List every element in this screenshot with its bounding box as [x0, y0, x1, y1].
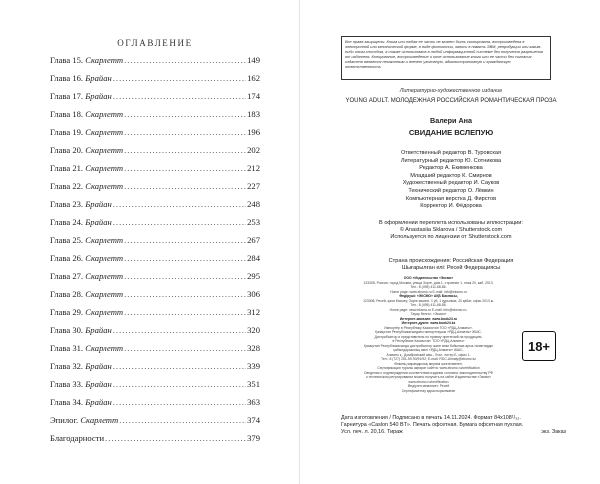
country-of-origin	[341, 258, 561, 272]
toc-leader-dots	[113, 325, 246, 335]
toc-chapter-number: Глава 18.	[50, 109, 84, 119]
toc-leader-dots	[113, 199, 246, 209]
toc-entry	[50, 181, 260, 199]
toc-page-number: 306	[247, 289, 260, 299]
toc-chapter-number: Глава 27.	[50, 271, 84, 281]
toc-page-number: 374	[247, 415, 260, 425]
illustrations-credit	[341, 220, 561, 242]
toc-chapter-name: Скарлетт	[85, 163, 124, 173]
toc-entry-label	[50, 235, 123, 245]
toc-chapter-name: Скарлетт	[85, 109, 124, 119]
toc-entry	[50, 217, 260, 235]
toc-chapter-number: Глава 16.	[50, 73, 84, 83]
imprint-line: қабылдаушының өкілі «РДЦ-Алматы» ЖШС,	[393, 348, 464, 352]
toc-entry	[50, 433, 260, 451]
toc-chapter-name: Скарлетт	[85, 55, 124, 65]
imprint-line: Тел.: 8 (495) 411-68-86.	[410, 285, 447, 289]
toc-chapter-name: Скарлетт	[85, 343, 124, 353]
toc-entry-label	[50, 145, 123, 155]
toc-page-number: 267	[247, 235, 260, 245]
toc-entry	[50, 55, 260, 73]
toc-page-number: 174	[247, 91, 260, 101]
toc-leader-dots	[113, 91, 246, 101]
imprint-line: Өнімнің жарамдылық мерзімі шектелмеген.	[394, 361, 463, 366]
toc-leader-dots	[124, 55, 246, 65]
toc-entry-label	[50, 271, 123, 281]
toc-leader-dots	[124, 343, 246, 353]
toc-chapter-name: Брайан	[85, 199, 112, 209]
toc-chapter-name: Скарлетт	[85, 181, 124, 191]
toc-leader-dots	[124, 163, 246, 173]
credits-list	[341, 150, 561, 211]
toc-entry	[50, 73, 260, 91]
toc-leader-dots	[113, 217, 246, 227]
imprint-line: Сертификация туралы ақпарат сайтта: www.eksmo.ru/certification	[377, 366, 480, 370]
toc-entry-label	[50, 397, 112, 407]
credit-line: Технический редактор О. Лёвкин	[408, 187, 494, 194]
toc-chapter-number: Благодарности	[50, 433, 105, 443]
imprint-line: Қазақстан Республикасындағы импорттаушы «РДЦ-Алматы» ЖШС.	[375, 330, 482, 334]
toc-entry	[50, 415, 260, 433]
toc-leader-dots	[113, 379, 246, 389]
imprint-line: Home page: www.eksmo.ru E-mail: info@eksmo.ru	[390, 289, 467, 294]
toc-chapter-number: Глава 22.	[50, 181, 84, 191]
toc-chapter-number: Глава 26.	[50, 253, 84, 263]
legal-notice: Все права защищены. Книга или любая ее часть не может быть скопирована, воспроизведена в электронной или механической форме, в виде фотокопии, записи в память ЭВМ, репродукции или каким-либо иным способом, а также использована в любой информационной системе без получения разрешения от издателя. Копирование, воспроизведение и иное использование книги или ее части без согласия издателя является незаконным и влечет уголовную, административную и гражданскую ответственность.	[341, 36, 551, 80]
toc-chapter-name: Скарлетт	[85, 235, 124, 245]
credit-line: Компьютерная верстка Д. Фирстов	[405, 195, 497, 202]
toc-entry-label	[50, 415, 118, 425]
toc-chapter-number: Глава 19.	[50, 127, 84, 137]
toc-entry	[50, 397, 260, 415]
toc-leader-dots	[113, 73, 246, 83]
toc-page-number: 227	[247, 181, 260, 191]
imprint-page	[300, 0, 600, 484]
toc-entry-label	[50, 91, 112, 101]
credit-line: Художественный редактор И. Сауков	[402, 180, 500, 187]
toc-chapter-name: Брайан	[85, 91, 112, 101]
toc-entry	[50, 289, 260, 307]
toc-entry-label	[50, 433, 104, 443]
imprint-line: в Республике Казахстан: ТОО «РДЦ-Алматы»	[392, 339, 465, 343]
toc-chapter-number: Эпилог.	[50, 415, 79, 425]
toc-entry	[50, 361, 260, 379]
toc-entry	[50, 253, 260, 271]
toc-heading: ОГЛАВЛЕНИЕ	[117, 38, 193, 48]
toc-leader-dots	[124, 289, 246, 299]
toc-chapter-name: Скарлетт	[85, 289, 124, 299]
genre-line: Литературно-художественное издание	[399, 88, 503, 94]
toc-chapter-name: Скарлетт	[85, 127, 124, 137]
toc-chapter-name: Брайан	[85, 217, 112, 227]
toc-entry	[50, 109, 260, 127]
toc-leader-dots	[124, 235, 246, 245]
imprint-line: Алматы қ., Домбровский көш., 3«а», литер Б, офис 1.	[386, 352, 471, 357]
imprint-line: Тел.: 8 (727) 251-59-90/91/92; E-mail: RDC-Almaty@eksmo.kz	[380, 357, 476, 361]
toc-chapter-name: Брайан	[85, 361, 112, 371]
origin-line: Страна происхождения: Российская Федерация	[388, 258, 514, 264]
toc-page-number: 379	[247, 433, 260, 443]
age-rating-badge: 18+	[522, 331, 556, 361]
illustration-line: Используется по лицензии от Shutterstock.com	[390, 234, 512, 241]
author-name: Валери Ана	[430, 116, 472, 125]
toc-entry	[50, 271, 260, 289]
toc-chapter-name: Брайан	[85, 379, 112, 389]
imprint-line: 123308, Ресей, қала Мәскеу, Зорге көшесі, 1 үй, 1 құрылым, 20 қабат, офис 2013 ж.	[363, 298, 494, 303]
toc-entry-label	[50, 181, 123, 191]
imprint-line: Дистрибьютор и представитель по приему претензий на продукцию,	[374, 334, 483, 339]
toc-entry	[50, 307, 260, 325]
imprint-line: 123308, Россия, город Москва, улица Зорге, дом 1, строение 1, этаж 20, каб. 2013.	[363, 280, 494, 285]
toc-page-number: 196	[247, 127, 260, 137]
toc-chapter-number: Глава 32.	[50, 361, 84, 371]
imprint-line: Home page: www.eksmo.ru E-mail: info@eksmo.ru.	[389, 307, 468, 312]
toc-chapter-number: Глава 30.	[50, 325, 84, 335]
toc-page-number: 312	[247, 307, 260, 317]
credit-line: Ответственный редактор В. Туровская	[400, 150, 502, 156]
toc-entry	[50, 379, 260, 397]
toc-chapter-number: Глава 17.	[50, 91, 84, 101]
toc-chapter-name: Скарлетт	[85, 307, 124, 317]
order-line: экз. Заказ	[541, 429, 566, 435]
toc-page-number: 202	[247, 145, 260, 155]
imprint-line: Өндірген мемлекет: Ресей	[407, 384, 450, 388]
credit-line: Литературный редактор Ю. Сотникова	[400, 157, 502, 164]
toc-leader-dots	[124, 271, 246, 281]
toc-leader-dots	[124, 127, 246, 137]
imprint-line: www.eksmo.ru/certification	[408, 379, 449, 384]
toc-chapter-number: Глава 15.	[50, 55, 84, 65]
imprint-line: ООО «Издательство «Эксмо»	[403, 276, 454, 280]
toc-leader-dots	[113, 397, 246, 407]
toc-chapter-number: Глава 25.	[50, 235, 84, 245]
toc-chapter-number: Глава 21.	[50, 163, 84, 173]
toc-page-number: 328	[247, 343, 260, 353]
imprint-line: Интернет-магазин: www.book24.ru	[399, 316, 458, 321]
toc-entry-label	[50, 55, 123, 65]
toc-chapter-number: Глава 33.	[50, 379, 84, 389]
toc-page-number: 339	[247, 361, 260, 371]
imprint-line: Өндіруші: «ЭКСМО» АҚБ Баспасы,	[399, 294, 458, 298]
toc-leader-dots	[113, 361, 246, 371]
toc-entry-label	[50, 361, 112, 371]
toc-chapter-number: Глава 24.	[50, 217, 84, 227]
toc-leader-dots	[124, 253, 246, 263]
credit-line: Младший редактор К. Смирнов	[410, 172, 492, 179]
toc-chapter-number: Глава 23.	[50, 199, 84, 209]
toc-entry-label	[50, 127, 123, 137]
toc-page-number: 162	[247, 73, 260, 83]
publisher-imprint	[341, 276, 516, 393]
credit-line: Корректор И. Фёдорова	[420, 203, 482, 210]
toc-entry	[50, 199, 260, 217]
toc-chapter-number: Глава 31.	[50, 343, 84, 353]
toc-entry-label	[50, 289, 123, 299]
origin-line: Шығарылған елі: Ресей Федерациясы	[401, 265, 501, 272]
toc-leader-dots	[124, 145, 246, 155]
imprint-line: Сертификаттау қарастырылмаған	[401, 388, 456, 393]
toc-entry	[50, 91, 260, 109]
toc-page-number: 183	[247, 109, 260, 119]
imprint-line: Интернет-дүкен: www.book24.kz	[401, 321, 456, 325]
toc-entry-label	[50, 163, 123, 173]
imprint-line: Сведения о подтверждении соответствия издания согласно законодательству РФ	[363, 370, 494, 375]
imprint-line: Қазақстан Республикасында дистрибьютор және өнім бойынша арыз-талаптарды	[364, 343, 493, 348]
toc-page-number: 284	[247, 253, 260, 263]
toc-entry-label	[50, 109, 123, 119]
toc-chapter-number: Глава 34.	[50, 397, 84, 407]
toc-page-number: 363	[247, 397, 260, 407]
toc-chapter-name: Брайан	[85, 73, 112, 83]
toc-page-number: 149	[247, 55, 260, 65]
illustration-line: В оформлении переплета использованы иллюстрации:	[379, 220, 523, 226]
imprint-line: Тел.: 8 (495) 411-68-86.	[410, 303, 447, 307]
paper-line: Гарнитура «Caslon 540 BT». Печать офсетная. Бумага офсетная пухлая.	[341, 422, 524, 428]
toc-chapter-name: Скарлетт	[85, 253, 124, 263]
toc-chapter-name: Скарлетт	[80, 415, 119, 425]
toc-chapter-number: Глава 29.	[50, 307, 84, 317]
toc-page-number: 295	[247, 271, 260, 281]
toc-entry-label	[50, 343, 123, 353]
toc-page-number: 248	[247, 199, 260, 209]
toc-entry-label	[50, 253, 123, 263]
toc-entry-label	[50, 199, 112, 209]
print-details	[341, 415, 566, 436]
toc-page-number: 320	[247, 325, 260, 335]
illustration-line: © Anastasiia Sklarova / Shutterstock.com	[399, 227, 503, 234]
toc-leader-dots	[124, 181, 246, 191]
sheets-line: Усл. печ. л. 20,16. Тираж	[341, 429, 403, 435]
toc-leader-dots	[124, 307, 246, 317]
toc-chapter-name: Брайан	[85, 397, 112, 407]
toc-chapter-number: Глава 28.	[50, 289, 84, 299]
toc-leader-dots	[124, 109, 246, 119]
toc-page-number: 351	[247, 379, 260, 389]
toc-list	[50, 55, 260, 451]
imprint-line: Импортёр в Республику Казахстан ТОО «РДЦ-Алматы».	[384, 325, 473, 330]
imprint-line: Тауар белгісі: «Эксмо»	[410, 312, 447, 316]
series-line: YOUNG ADULT. МОЛОДЕЖНАЯ РОССИЙСКАЯ РОМАНТИЧЕСКАЯ ПРОЗА	[345, 98, 557, 104]
toc-entry	[50, 343, 260, 361]
toc-page-number: 253	[247, 217, 260, 227]
toc-leader-dots	[105, 433, 246, 443]
toc-chapter-name: Скарлетт	[85, 145, 124, 155]
toc-chapter-name: Брайан	[85, 325, 112, 335]
toc-entry-label	[50, 379, 112, 389]
signed-line: Дата изготовления / Подписано в печать 14.11.2024. Формат 84x108¹/₃₂.	[341, 415, 521, 421]
toc-entry	[50, 163, 260, 181]
toc-page-number: 212	[247, 163, 260, 173]
toc-leader-dots	[119, 415, 246, 425]
toc-entry	[50, 325, 260, 343]
toc-entry	[50, 127, 260, 145]
imprint-line: о техническом регулировании можно получить на сайте Издательства «Эксмо»	[365, 375, 492, 379]
toc-entry-label	[50, 307, 123, 317]
toc-chapter-number: Глава 20.	[50, 145, 84, 155]
toc-chapter-name: Скарлетт	[85, 271, 124, 281]
toc-entry-label	[50, 325, 112, 335]
toc-entry-label	[50, 217, 112, 227]
toc-entry-label	[50, 73, 112, 83]
book-title: СВИДАНИЕ ВСЛЕПУЮ	[408, 128, 494, 137]
toc-entry	[50, 145, 260, 163]
toc-entry	[50, 235, 260, 253]
credit-line: Редактор А. Екименкова	[419, 165, 483, 172]
